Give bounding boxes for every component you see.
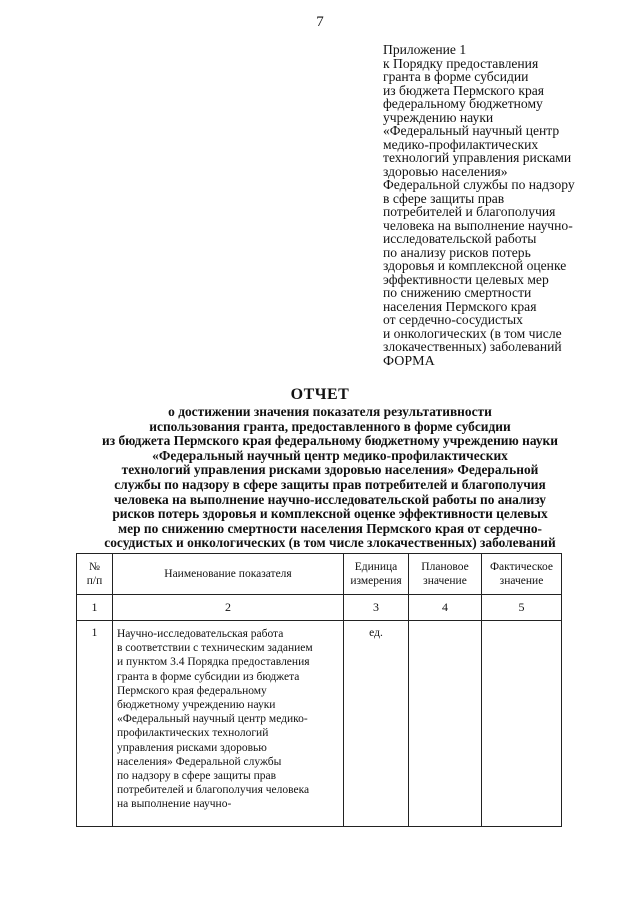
table-row [77, 621, 562, 827]
header-num-line: № [89, 561, 100, 573]
column-number-row [77, 595, 562, 621]
appendix-line: эффективности целевых мер [383, 271, 549, 287]
header-actual-line: Фактическое [489, 561, 554, 573]
header-unit [344, 554, 409, 595]
column-number: 2 [113, 595, 344, 621]
appendix-line: потребителей и благополучия [383, 204, 556, 219]
unit-value: ед. [369, 627, 383, 639]
actual-value-cell [482, 621, 562, 827]
appendix-line: Приложение 1 [383, 42, 467, 57]
page-number: 7 [316, 14, 324, 30]
column-number: 1 [77, 595, 113, 621]
header-name-line: Наименование показателя [164, 568, 292, 580]
report-subtitle [60, 405, 600, 551]
indicator-name [113, 621, 343, 812]
column-number: 3 [344, 595, 409, 621]
subtitle-line: из бюджета Пермского края федеральному бюджетному учреждению науки [102, 433, 558, 449]
appendix-line: учреждению науки [383, 109, 494, 125]
header-actual-line: значение [499, 575, 544, 587]
appendix-line: от сердечно-сосудистых [383, 312, 523, 327]
appendix-line: из бюджета Пермского края [383, 82, 545, 98]
appendix-line: по анализу рисков потерь [383, 244, 531, 260]
appendix-line: по снижению смертности [383, 285, 532, 300]
appendix-line: населения Пермского края [383, 298, 537, 314]
appendix-line: федеральному бюджетному [383, 96, 543, 111]
header-actual [482, 554, 562, 595]
subtitle-line: о достижении значения показателя результативности [168, 404, 492, 419]
indicator-name-line: «Федеральный научный центр медико- [117, 713, 308, 726]
appendix-line: человека на выполнение научно- [383, 217, 573, 233]
indicator-name-line: потребителей и благополучия человека [117, 784, 310, 797]
appendix-line: гранта в форме субсидии [383, 69, 529, 84]
indicator-name-line: Пермского края федеральному [117, 684, 267, 697]
appendix-line: медико-профилактических [383, 136, 539, 152]
unit-cell [344, 621, 409, 827]
subtitle-line: рисков потерь здоровья и комплексной оценке эффективности целевых [112, 506, 548, 522]
indicator-name-line: Научно-исследовательская работа [117, 628, 284, 640]
form-label: ФОРМА [383, 354, 435, 369]
column-number: 5 [482, 595, 562, 621]
subtitle-line: использования гранта, предоставленного в форме субсидии [149, 418, 511, 434]
subtitle-line: человека на выполнение научно-исследовательской работы по анализу [113, 491, 547, 507]
indicator-name-line: управления рисками здоровью [117, 741, 267, 754]
header-planned-line: значение [423, 575, 467, 587]
appendix-line: «Федеральный научный центр [383, 123, 560, 138]
header-planned-line: Плановое [421, 561, 469, 573]
appendix-line: Федеральной службы по надзору [383, 177, 575, 192]
row-number-cell [77, 621, 113, 827]
indicator-table [76, 553, 562, 827]
appendix-block [383, 43, 633, 354]
appendix-line: к Порядку предоставления [383, 55, 539, 71]
header-num-line: п/п [86, 575, 103, 587]
table-header-row [77, 554, 562, 595]
appendix-line: и онкологических (в том числе [383, 325, 562, 341]
row-number: 1 [91, 627, 98, 639]
appendix-line: здоровью населения» [383, 163, 508, 179]
column-number: 4 [409, 595, 482, 621]
header-unit-line: измерения [350, 575, 402, 587]
indicator-name-cell [113, 621, 344, 827]
appendix-line: здоровья и комплексной оценке [383, 258, 567, 273]
subtitle-line: сосудистых и онкологических (в том числе злокачественных) заболеваний [104, 535, 556, 551]
report-title: ОТЧЕТ [290, 386, 350, 403]
header-planned [409, 554, 482, 595]
indicator-name-line: профилактических технологий [117, 727, 269, 740]
subtitle-line: технологий управления рисками здоровью населения» Федеральной [121, 462, 539, 478]
indicator-name-line: на выполнение научно- [117, 798, 232, 811]
subtitle-line: «Федеральный научный центр медико-профилактических [152, 447, 508, 463]
appendix-line: злокачественных) заболеваний [383, 339, 562, 354]
appendix-line: технологий управления рисками [383, 150, 572, 165]
header-name [113, 554, 344, 595]
indicator-name-line: населения» Федеральной службы [117, 755, 282, 768]
indicator-name-line: в соответствии с техническим заданием [117, 642, 313, 655]
planned-value-cell [409, 621, 482, 827]
indicator-name-line: по надзору в сфере защиты прав [117, 770, 277, 783]
subtitle-line: службы по надзору в сфере защиты прав потребителей и благополучия [114, 476, 546, 492]
header-num [77, 554, 113, 595]
indicator-name-line: гранта в форме субсидии из бюджета [117, 670, 300, 683]
appendix-line: в сфере защиты прав [383, 190, 505, 206]
subtitle-line: мер по снижению смертности населения Пермского края от сердечно- [118, 520, 542, 536]
header-unit-line: Единица [354, 561, 398, 573]
appendix-line: исследовательской работы [383, 231, 537, 246]
indicator-name-line: бюджетному учреждению науки [117, 699, 276, 712]
indicator-name-line: и пунктом 3.4 Порядка предоставления [117, 656, 310, 669]
